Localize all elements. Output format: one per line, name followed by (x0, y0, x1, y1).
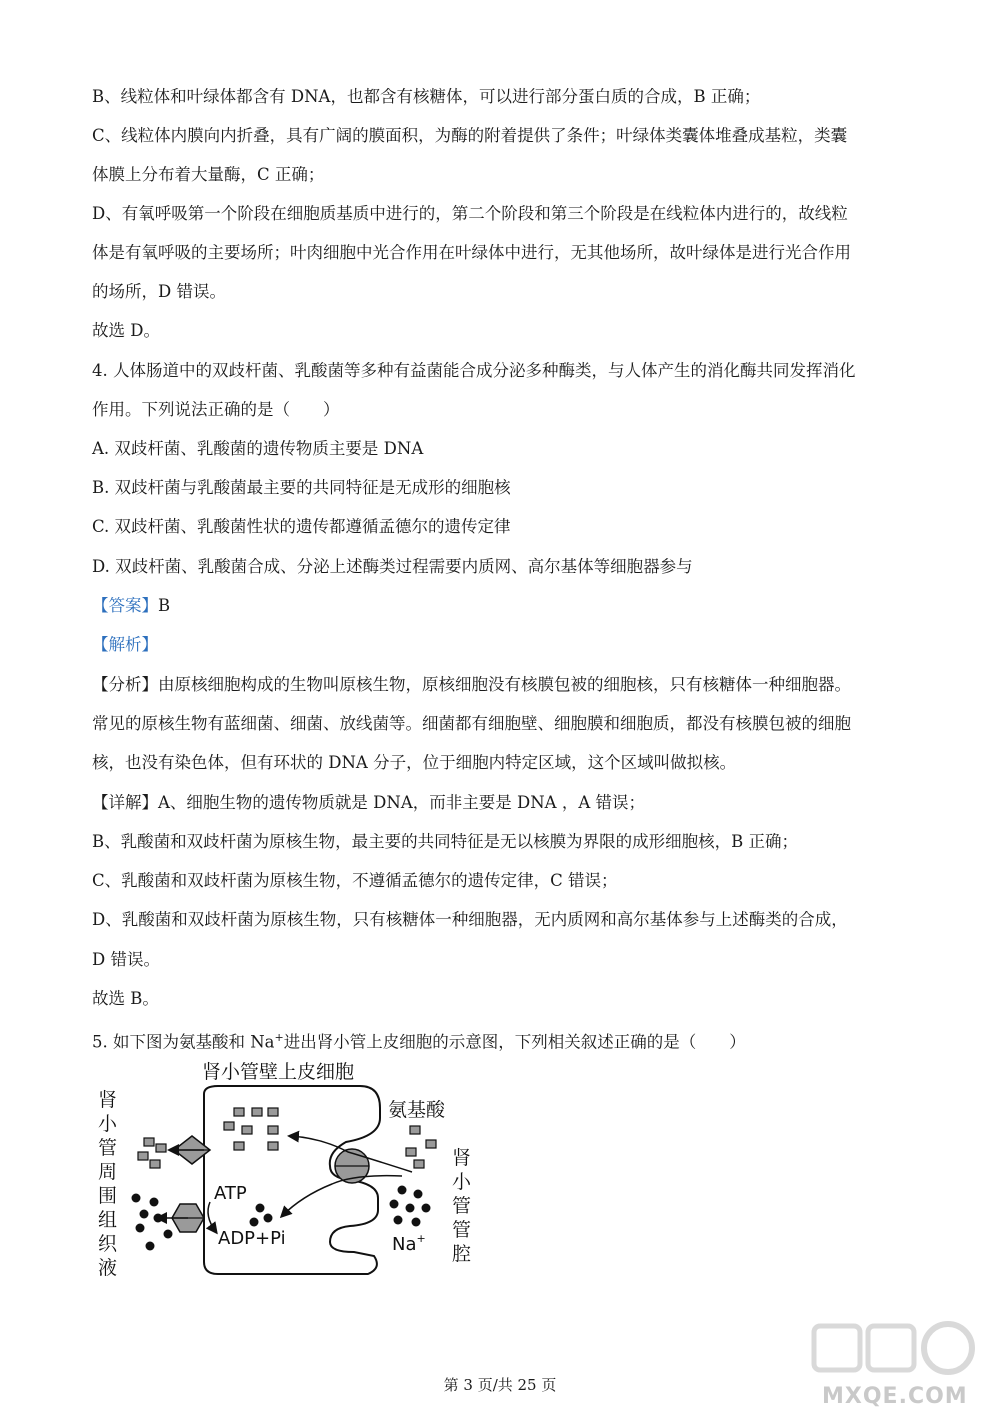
question-5-stem (92, 1027, 746, 1054)
kidney-tubule-diagram (92, 1056, 492, 1286)
svg-text:围: 围 (98, 1185, 118, 1207)
analysis-line: 常见的原核生物有蓝细菌、细菌、放线菌等。细菌都有细胞壁、细胞膜和细胞质，都没有核膜包被的细胞 (92, 714, 851, 733)
svg-text:小: 小 (452, 1171, 472, 1193)
option-d: D. 双歧杆菌、乳酸菌合成、分泌上述酶类过程需要内质网、高尔基体等细胞器参与 (92, 557, 693, 576)
atp-arrow (208, 1202, 216, 1232)
detail-line (92, 792, 645, 814)
option-c: C. 双歧杆菌、乳酸菌性状的遗传都遵循孟德尔的遗传定律 (92, 517, 511, 536)
analysis-line (92, 674, 851, 696)
svg-text:小: 小 (98, 1113, 118, 1135)
choice-line: 故选 B。 (92, 989, 159, 1008)
sodium-label: Na+ (392, 1232, 426, 1255)
detail-line: D、乳酸菌和双歧杆菌为原核生物，只有核糖体一种细胞器，无内质网和高尔基体参与上述酶类的合成， (92, 910, 848, 929)
option-b: B. 双歧杆菌与乳酸菌最主要的共同特征是无成形的细胞核 (92, 478, 511, 497)
page-footer: 第 3 页/共 25 页 (443, 1376, 557, 1394)
svg-text:组: 组 (98, 1209, 118, 1231)
text-line: B、线粒体和叶绿体都含有 DNA，也都含有核糖体，可以进行部分蛋白质的合成，B 正确； (92, 87, 761, 106)
svg-text:管: 管 (98, 1137, 118, 1159)
diagram-title: 肾小管壁上皮细胞 (202, 1061, 355, 1083)
detail-line: D 错误。 (92, 950, 160, 969)
amino-acid-lumen (406, 1126, 436, 1168)
svg-text:周: 周 (98, 1161, 118, 1183)
detail-line: B、乳酸菌和双歧杆菌为原核生物，最主要的共同特征是无以核膜为界限的成形细胞核，B 正确； (92, 832, 798, 851)
xiangjie-tag: 【详解】 (92, 793, 158, 812)
text-line: 故选 D。 (92, 321, 160, 340)
question-4-stem: 4. 人体肠道中的双歧杆菌、乳酸菌等多种有益菌能合成分泌多种酶类，与人体产生的消化酶共同发挥消化 (92, 361, 856, 380)
svg-text:液: 液 (98, 1257, 118, 1279)
detail-text: A、细胞生物的遗传物质就是 DNA，而非主要是 DNA ，A 错误； (158, 793, 645, 812)
atp-label: ATP (214, 1183, 247, 1204)
sodium-inside (250, 1204, 273, 1227)
amino-acid-interstitial (138, 1138, 166, 1168)
svg-text:管: 管 (452, 1195, 472, 1217)
svg-text:肾: 肾 (452, 1147, 472, 1169)
sodium-lumen (390, 1186, 431, 1227)
text-line: 体是有氧呼吸的主要场所；叶肉细胞中光合作用在叶绿体中进行，无其他场所，故叶绿体是进行光合作用 (92, 243, 851, 262)
na-entry-arrow (282, 1176, 402, 1216)
text-line: 的场所，D 错误。 (92, 282, 226, 301)
svg-text:肾: 肾 (98, 1089, 118, 1111)
analysis-line: 核，也没有染色体，但有环状的 DNA 分子，位于细胞内特定区域，这个区域叫做拟核。 (92, 753, 737, 772)
svg-text:管: 管 (452, 1219, 472, 1241)
stem-part: 5. 如下图为氨基酸和 Na (92, 1032, 275, 1052)
detail-line: C、乳酸菌和双歧杆菌为原核生物，不遵循孟德尔的遗传定律，C 错误； (92, 871, 618, 890)
fenxi-tag: 【分析】 (92, 675, 158, 694)
right-label (452, 1147, 472, 1265)
watermark-text: MXQE.COM (822, 1384, 968, 1409)
answer-tag: 【答案】 (92, 596, 158, 615)
answer-value: B (158, 596, 171, 615)
question-4-stem: 作用。下列说法正确的是（ ） (92, 400, 340, 419)
text-line: C、线粒体内膜向内折叠，具有广阔的膜面积，为酶的附着提供了条件；叶绿体类囊体堆叠成基粒，类囊 (92, 126, 848, 145)
left-label (98, 1089, 118, 1279)
amino-acid-inside (224, 1108, 278, 1150)
amino-acid-label: 氨基酸 (388, 1099, 446, 1121)
svg-text:腔: 腔 (452, 1243, 472, 1265)
fenxi-text: 由原核细胞构成的生物叫原核生物，原核细胞没有核膜包被的细胞核，只有核糖体一种细胞器。 (158, 675, 851, 694)
svg-text:织: 织 (98, 1233, 118, 1255)
option-a: A. 双歧杆菌、乳酸菌的遗传物质主要是 DNA (92, 439, 424, 458)
adp-label: ADP+Pi (218, 1228, 286, 1249)
sodium-interstitial (132, 1194, 173, 1251)
stem-sup: + (274, 1031, 284, 1044)
text-line: 体膜上分布着大量酶，C 正确； (92, 165, 325, 184)
text-line: D、有氧呼吸第一个阶段在细胞质基质中进行的，第二个阶段和第三个阶段是在线粒体内进行的，故线粒 (92, 204, 848, 223)
stem-part: 进出肾小管上皮细胞的示意图，下列相关叙述正确的是（ ） (283, 1032, 746, 1052)
answer-line (92, 595, 170, 617)
analysis-tag: 【解析】 (92, 635, 158, 654)
